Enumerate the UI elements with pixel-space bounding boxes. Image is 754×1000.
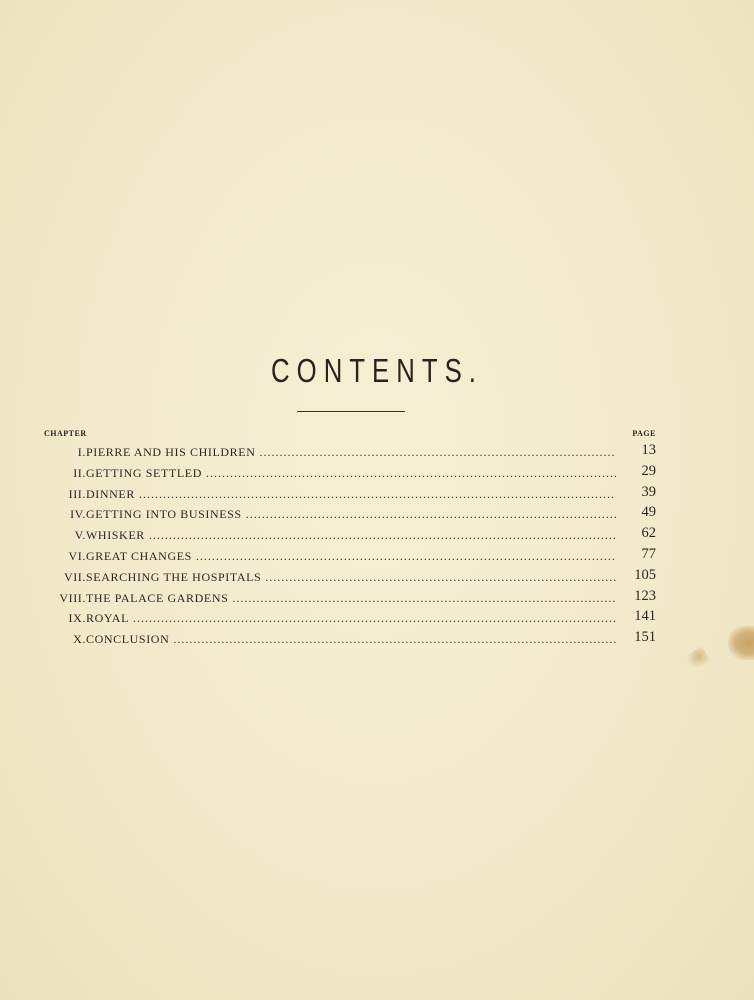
chapter-title: GETTING SETTLED ..... — [86, 466, 616, 481]
chapter-number: X. — [73, 632, 86, 647]
chapter-number: III. — [68, 486, 86, 501]
toc-entry — [44, 442, 656, 463]
toc-entry — [44, 525, 656, 546]
chapter-number: V. — [74, 528, 86, 543]
chapter-title: DINNER ..... — [86, 487, 616, 502]
toc-entry — [44, 629, 656, 650]
page-number: 77 — [641, 545, 656, 562]
toc-entry — [44, 567, 656, 588]
chapter-title: SEARCHING THE HOSPITALS ..... — [86, 570, 616, 585]
page-number: 49 — [641, 504, 656, 521]
page-stain-drip — [685, 646, 711, 672]
chapter-title: ROYAL ..... — [86, 611, 616, 626]
page-column-header: PAGE — [632, 429, 656, 438]
page-number: 13 — [641, 442, 656, 458]
toc-entry — [44, 546, 656, 567]
page-stain — [728, 626, 754, 660]
page-number: 29 — [641, 462, 656, 479]
chapter-title: THE PALACE GARDENS ..... — [86, 591, 616, 606]
toc-entry — [44, 588, 656, 609]
page-number: 141 — [634, 608, 656, 625]
chapter-title: WHISKER ..... — [86, 528, 616, 543]
page-title: CONTENTS. — [271, 352, 483, 389]
table-of-contents — [44, 442, 656, 650]
toc-entry — [44, 504, 656, 525]
chapter-number: VI. — [68, 548, 86, 563]
chapter-title: CONCLUSION ..... — [86, 632, 616, 647]
toc-entry — [44, 463, 656, 484]
page-number: 105 — [634, 566, 656, 583]
toc-header — [44, 429, 656, 441]
chapter-number: IX. — [68, 611, 86, 626]
page-number: 39 — [641, 483, 656, 500]
toc-entry — [44, 608, 656, 629]
chapter-number: I. — [77, 445, 86, 459]
page-number: 62 — [641, 525, 656, 542]
chapter-number: VIII. — [59, 590, 86, 605]
page-number: 151 — [634, 629, 656, 646]
chapter-title: PIERRE AND HIS CHILDREN ..... — [86, 445, 616, 460]
chapter-number: IV. — [70, 507, 86, 522]
toc-entry — [44, 484, 656, 505]
chapter-title: GREAT CHANGES ..... — [86, 549, 616, 564]
chapter-column-header: CHAPTER — [44, 429, 87, 438]
page-number: 123 — [634, 587, 656, 604]
chapter-number: VII. — [63, 569, 86, 584]
chapter-number: II. — [73, 465, 86, 480]
title-rule — [297, 411, 405, 412]
chapter-title: GETTING INTO BUSINESS ..... — [86, 507, 616, 522]
